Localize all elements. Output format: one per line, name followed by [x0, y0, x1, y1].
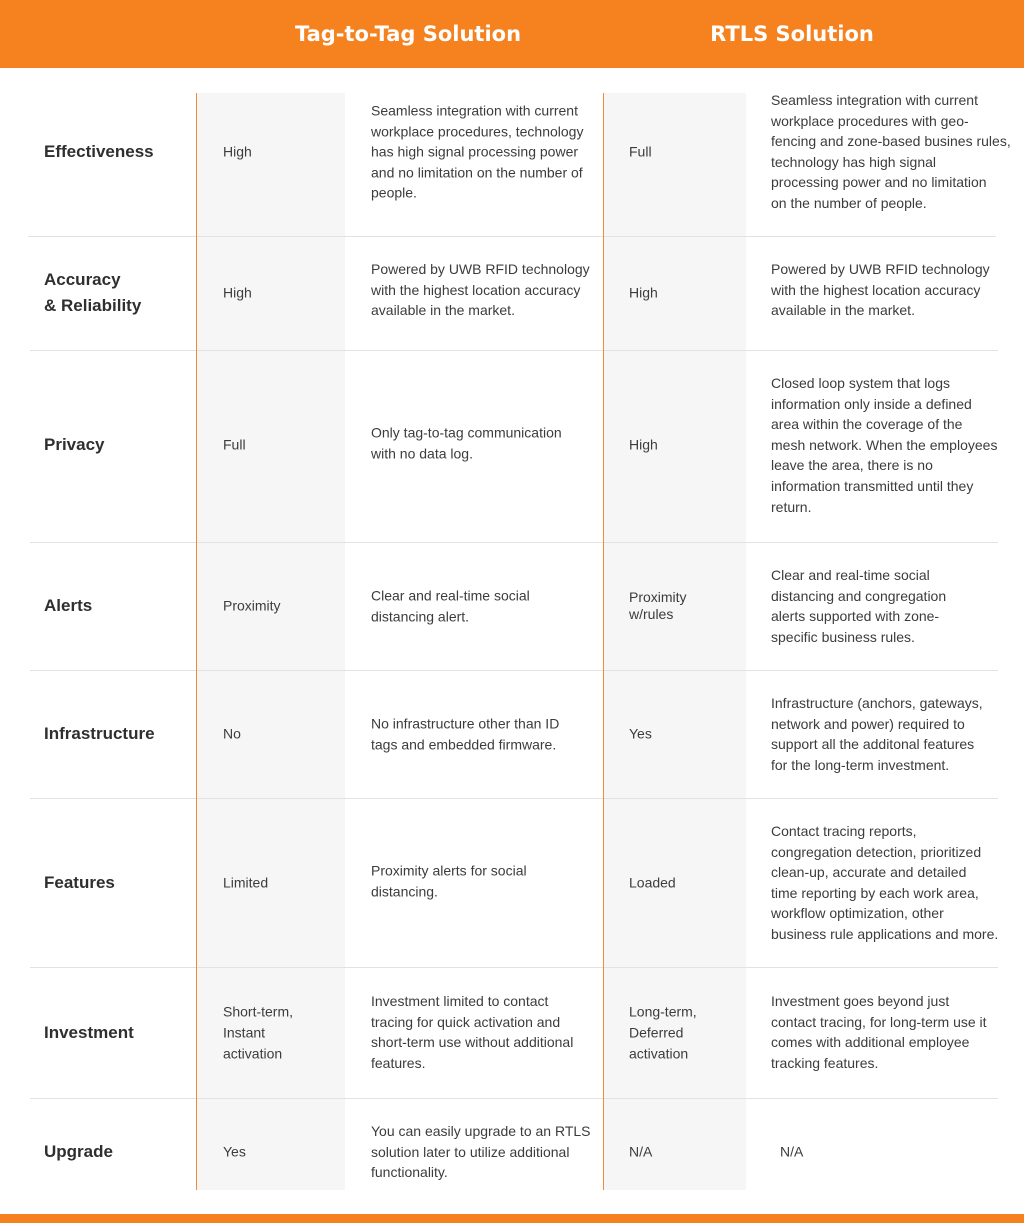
tag-to-tag-column-title: Tag-to-Tag Solution — [294, 22, 522, 46]
row-divider — [30, 967, 998, 968]
row-label-investment: Investment — [44, 1023, 134, 1042]
rtls-desc-upgrade: N/A — [780, 1143, 804, 1160]
rtls-desc-alerts: Clear and real-time social distancing and congregation alerts supported with zone- specific business rules. — [771, 566, 947, 645]
footer-bar — [0, 1214, 1024, 1223]
row-label-accuracy: Accuracy & Reliability — [44, 270, 142, 315]
row-divider — [30, 350, 998, 351]
tag-rating-effectiveness: High — [223, 143, 252, 160]
tag-rating-features: Limited — [223, 874, 269, 891]
tag-desc-effectiveness: Seamless integration with current workplace procedures, technology has high signal processing power and no limitation on the number of people. — [371, 102, 584, 201]
rtls-desc-investment: Investment goes beyond just contact tracing, for long-term use it comes with additional employee tracking features. — [771, 992, 987, 1071]
rtls-rating-accuracy: High — [629, 284, 658, 301]
row-label-upgrade: Upgrade — [44, 1142, 113, 1161]
tag-rating-infrastructure: No — [223, 725, 241, 742]
tag-desc-accuracy: Powered by UWB RFID technology with the highest location accuracy available in the market. — [371, 261, 590, 319]
tag-rating-investment: Short-term, Instant activation — [223, 1003, 294, 1062]
rtls-rating-upgrade: N/A — [629, 1143, 653, 1160]
tag-rating-alerts: Proximity — [223, 597, 281, 614]
tag-desc-features: Proximity alerts for social distancing. — [371, 862, 527, 899]
rtls-rating-effectiveness: Full — [629, 143, 652, 160]
rtls-desc-infrastructure: Infrastructure (anchors, gateways, network and power) required to support all the additonal features for the long-term investment. — [771, 694, 983, 773]
rtls-desc-features: Contact tracing reports, congregation detection, prioritized clean-up, accurate and detailed time reporting by each work area, workflow optimization, other business rule applications and more. — [771, 823, 999, 943]
row-label-features: Features — [44, 873, 115, 892]
tag-desc-upgrade: You can easily upgrade to an RTLS solution later to utilize additional functionality. — [371, 1123, 591, 1181]
header-bar — [0, 0, 1024, 68]
row-label-privacy: Privacy — [44, 435, 105, 454]
tag-rating-accuracy: High — [223, 284, 252, 301]
row-divider — [30, 670, 998, 671]
tag-desc-alerts: Clear and real-time social distancing alert. — [371, 587, 530, 624]
tag-rating-upgrade: Yes — [223, 1143, 246, 1160]
row-divider — [30, 542, 998, 543]
tag-desc-privacy: Only tag-to-tag communication with no data log. — [371, 424, 562, 461]
rtls-desc-privacy: Closed loop system that logs information only inside a defined area within the coverage of the mesh network. When the employees leave the area, there is no information transmitted until they return. — [771, 374, 998, 515]
rtls-rating-privacy: High — [629, 436, 658, 453]
row-divider — [30, 798, 998, 799]
tag-rating-privacy: Full — [223, 436, 246, 453]
tag-desc-investment: Investment limited to contact tracing for quick activation and short-term use without additional features. — [371, 992, 574, 1071]
tag-column-divider — [196, 93, 197, 1190]
row-label-infrastructure: Infrastructure — [44, 724, 155, 743]
rtls-column-title: RTLS Solution — [710, 22, 874, 46]
rtls-desc-effectiveness: Seamless integration with current workplace procedures with geo- fencing and zone-based busines rules, technology has high signal processing power and no limitation on the number of people. — [771, 92, 1011, 212]
rtls-rating-infrastructure: Yes — [629, 725, 652, 742]
rtls-desc-accuracy: Powered by UWB RFID technology with the highest location accuracy available in the market. — [771, 261, 990, 319]
rtls-rating-alerts: Proximity w/rules — [629, 589, 687, 622]
rtls-rating-investment: Long-term, Deferred activation — [629, 1003, 697, 1062]
rtls-column-divider — [603, 93, 604, 1190]
row-divider — [30, 1098, 998, 1099]
row-divider — [28, 236, 996, 237]
row-label-alerts: Alerts — [44, 596, 93, 615]
row-label-effectiveness: Effectiveness — [44, 142, 154, 161]
tag-desc-infrastructure: No infrastructure other than ID tags and embedded firmware. — [371, 715, 560, 752]
rtls-rating-features: Loaded — [629, 874, 676, 891]
